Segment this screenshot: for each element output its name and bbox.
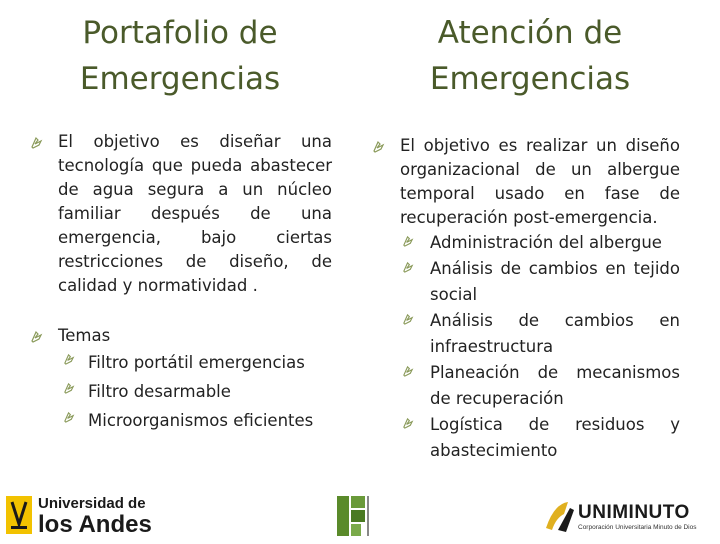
left-objective-bullet: El objetivo es diseñar una tecnología que pueda abastecer de agua segura a un núcleo familiar después de una emergencia, bajo ciertas restricciones de diseño, de calidad y normatividad .: [58, 130, 332, 298]
right-item: Administración del albergue: [430, 230, 680, 256]
bullet-icon: [30, 136, 43, 149]
andes-logo: Universidad de los Andes: [6, 494, 156, 538]
bullet-icon: [30, 330, 43, 343]
right-item: Planeación de mecanismos de recuperación: [430, 360, 680, 412]
footer-logos: [0, 490, 720, 540]
left-column: [0, 0, 360, 435]
isf-logo: [333, 492, 375, 540]
right-objective-bullet: El objetivo es realizar un diseño organizacional de un albergue temporal usado en fase de recuperación post-emergencia. Administración del albergue Análisis de cambios en tejido social Análisis de cambios en infraestructura Planeación de mecanismos de recuperación Logística de residuos y abastecimiento: [400, 134, 680, 464]
left-title: Portafolio de Emergencias: [79, 15, 281, 97]
right-item: Análisis de cambios en infraestructura: [430, 308, 680, 360]
bullet-icon: [402, 417, 415, 430]
bullet-icon: [63, 382, 76, 395]
bullet-icon: [402, 313, 415, 326]
bullet-icon: [372, 140, 385, 153]
right-title: Atención de Emergencias: [429, 15, 631, 97]
topic-item: Filtro portátil emergencias: [88, 348, 332, 377]
right-column: [360, 0, 720, 464]
left-topics-bullet: Temas Filtro portátil emergencias Filtro desarmable Microorganismos eficientes: [58, 324, 332, 435]
bullet-icon: [402, 261, 415, 274]
bullet-icon: [402, 365, 415, 378]
right-item: Análisis de cambios en tejido social: [430, 256, 680, 308]
right-item: Logística de residuos y abastecimiento: [430, 412, 680, 464]
topic-item: Filtro desarmable: [88, 377, 332, 406]
bullet-icon: [63, 353, 76, 366]
bullet-icon: [63, 411, 76, 424]
bullet-icon: [402, 235, 415, 248]
uniminuto-logo: UNIMINUTO Corporación Universitaria Minuto de Dios: [544, 496, 714, 536]
topic-item: Microorganismos eficientes: [88, 406, 332, 435]
